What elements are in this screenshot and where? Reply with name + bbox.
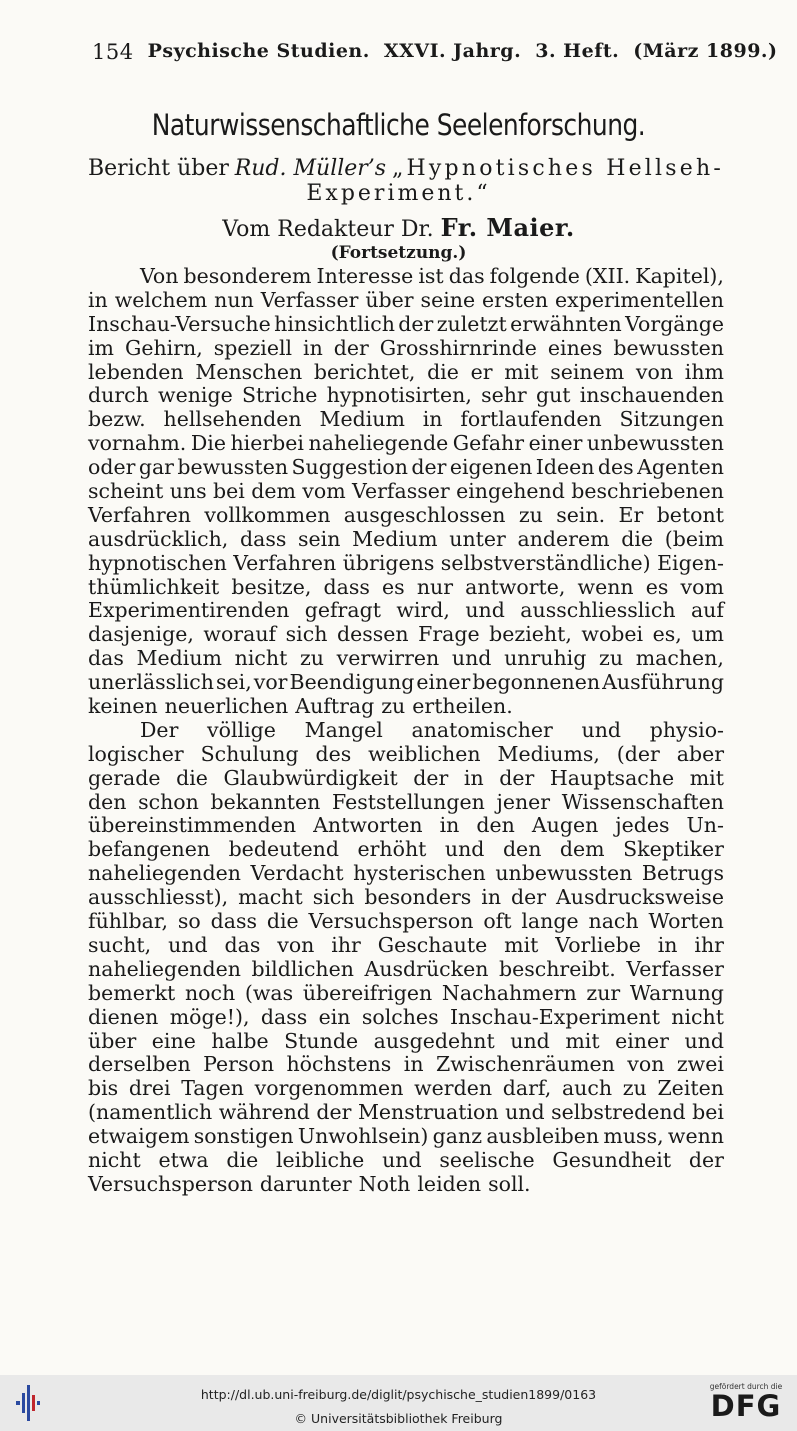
body-line: ausschliesst), macht sich besonders in der Ausdrucksweise xyxy=(88,885,724,910)
body-line: Verfahren vollkommen ausgeschlossen zu sein. Er betont xyxy=(88,502,724,527)
journal-issue: 3. Heft. xyxy=(535,40,620,62)
dfg-logo-text: DFG xyxy=(710,1389,782,1423)
body-line: im Gehirn, speziell in der Grosshirnrinde eines bewussten xyxy=(88,335,724,360)
permalink-url[interactable]: http://dl.ub.uni-freiburg.de/diglit/psychische_studien1899/0163 xyxy=(200,1387,597,1402)
body-line: gerade die Glaubwürdigkeit der in der Hauptsache mit xyxy=(88,765,724,790)
subtitle-work: „Hypnotisches Hellseh- xyxy=(391,156,724,181)
body-line: (namentlich während der Menstruation und selbstredend bei xyxy=(88,1100,724,1125)
journal-volume: XXVI. Jahrg. xyxy=(383,40,522,62)
subtitle-work-continuation: Experiment.“ xyxy=(306,181,491,206)
journal-name: Psychische Studien. xyxy=(147,40,370,62)
body-line: durch wenige Striche hypnotisirten, sehr gut inschauenden xyxy=(88,383,724,408)
article-title: Naturwissenschaftliche Seelenforschung. xyxy=(151,108,646,142)
byline-prefix: Vom Redakteur Dr. xyxy=(222,217,434,242)
body-line: ausdrücklich, dass sein Medium unter anderem die (beim xyxy=(88,526,724,551)
journal-date: (März 1899.) xyxy=(633,40,778,62)
body-line: hypnotischen Verfahren übrigens selbstverständliche) Eigen- xyxy=(88,550,724,575)
body-line: thümlichkeit besitze, dass es nur antworte, wenn es vom xyxy=(88,574,724,599)
body-line: unerlässlich sei, vor Beendigung einer begonnenen Ausführung xyxy=(88,670,724,695)
byline-name: Fr. Maier. xyxy=(440,213,575,242)
body-line: nicht etwa die leibliche und seelische Gesundheit der xyxy=(88,1147,724,1172)
body-line: derselben Person höchstens in Zwischenräumen von zwei xyxy=(88,1052,724,1077)
article-subtitle xyxy=(88,156,724,181)
body-line: das Medium nicht zu verwirren und unruhig zu machen, xyxy=(88,646,724,671)
body-line: dienen möge!), dass ein solches Inschau-Experiment nicht xyxy=(88,1004,724,1029)
body-line: in welchem nun Verfasser über seine ersten experimentellen xyxy=(88,287,724,312)
body-line: übereinstimmenden Antworten in den Augen jedes Un- xyxy=(88,813,724,838)
body-line: bezw. hellsehenden Medium in fortlaufenden Sitzungen xyxy=(88,407,724,432)
continuation-note: (Fortsetzung.) xyxy=(330,243,467,263)
body-line: Inschau-Versuche hinsichtlich der zuletzt erwähnten Vorgänge xyxy=(88,311,724,336)
page-number: 154 xyxy=(92,40,134,64)
body-line: naheliegenden Verdacht hysterischen unbewussten Betrugs xyxy=(88,861,724,886)
body-line: dasjenige, worauf sich dessen Frage bezieht, wobei es, um xyxy=(88,622,724,647)
body-line: keinen neuerlichen Auftrag zu ertheilen. xyxy=(88,694,513,719)
body-line: naheliegenden bildlichen Ausdrücken beschreibt. Verfasser xyxy=(88,956,724,981)
body-line: bemerkt noch (was übereifrigen Nachahmern zur Warnung xyxy=(88,980,724,1005)
subtitle-author: Rud. Müller’s xyxy=(234,156,387,181)
dfg-tagline: gefördert durch die xyxy=(709,1382,783,1391)
body-line: Von besonderem Interesse ist das folgende (XII. Kapitel), xyxy=(140,264,724,288)
running-header xyxy=(92,40,778,64)
body-line: oder gar bewussten Suggestion der eigenen Ideen des Agenten xyxy=(88,455,724,480)
subtitle-prefix: Bericht über xyxy=(88,156,229,181)
body-line: über eine halbe Stunde ausgedehnt und mit einer und xyxy=(88,1028,724,1053)
copyright-notice: © Universitätsbibliothek Freiburg xyxy=(294,1411,503,1426)
body-line: Experimentirenden gefragt wird, und ausschliesslich auf xyxy=(88,598,724,623)
body-line: bis drei Tagen vorgenommen werden darf, auch zu Zeiten xyxy=(88,1076,724,1101)
body-line: befangenen bedeutend erhöht und den dem Skeptiker xyxy=(88,837,724,862)
byline xyxy=(0,213,797,242)
body-line: den schon bekannten Feststellungen jener Wissenschaften xyxy=(88,789,724,814)
body-line: scheint uns bei dem vom Verfasser eingehend beschriebenen xyxy=(88,479,724,504)
body-line: lebenden Menschen berichtet, die er mit seinem von ihm xyxy=(88,359,724,384)
body-line: etwaigem sonstigen Unwohlsein) ganz ausbleiben muss, wenn xyxy=(88,1124,724,1149)
body-line: sucht, und das von ihr Geschaute mit Vorliebe in ihr xyxy=(88,932,724,957)
body-line: Der völlige Mangel anatomischer und physio- xyxy=(140,717,724,742)
body-line: fühlbar, so dass die Versuchsperson oft lange nach Worten xyxy=(88,909,724,934)
body-line: vornahm. Die hierbei naheliegende Gefahr einer unbewussten xyxy=(88,431,724,456)
article-body xyxy=(88,265,724,1197)
dfg-logo xyxy=(704,1382,788,1426)
body-line: Versuchsperson darunter Noth leiden soll. xyxy=(88,1171,531,1196)
body-line: logischer Schulung des weiblichen Mediums, (der aber xyxy=(88,741,724,766)
